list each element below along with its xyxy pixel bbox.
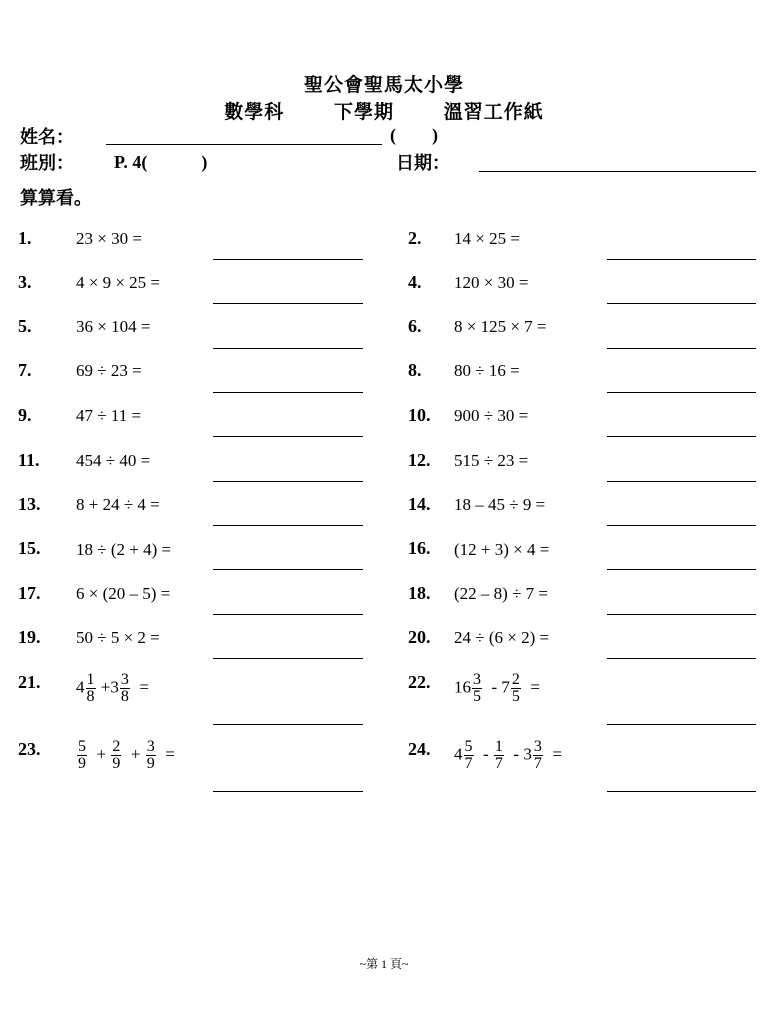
- answer-line[interactable]: [213, 569, 363, 570]
- answer-line[interactable]: [607, 724, 756, 725]
- term-label: 下學期: [333, 102, 394, 123]
- denominator: 9: [78, 755, 86, 772]
- question-number: 16.: [408, 538, 431, 558]
- question-expression: 50 ÷ 5 × 2 =: [76, 628, 160, 647]
- fraction: [464, 739, 474, 772]
- answer-line[interactable]: [213, 791, 363, 792]
- numerator: 5: [464, 738, 473, 755]
- answer-line[interactable]: [213, 658, 363, 659]
- answer-line[interactable]: [607, 614, 756, 615]
- whole-number: 16: [454, 677, 471, 697]
- question-number: 6.: [408, 316, 422, 336]
- operator: -: [491, 677, 498, 697]
- whole-number: 7: [501, 677, 510, 697]
- question-expression: 69 ÷ 23 =: [76, 361, 142, 380]
- answer-line[interactable]: [607, 525, 756, 526]
- question-expression: 23 × 30 =: [76, 229, 142, 248]
- question-number: 17.: [18, 583, 41, 603]
- fraction: [120, 672, 130, 705]
- question-number: 20.: [408, 627, 431, 647]
- date-label: 日期：: [396, 153, 450, 173]
- question-expression: (12 + 3) × 4 =: [454, 540, 550, 559]
- denominator: 7: [464, 755, 473, 772]
- answer-line[interactable]: [213, 303, 363, 304]
- fraction: [533, 739, 543, 772]
- question-number: 1.: [18, 228, 32, 248]
- class-field[interactable]: P. 4( ): [114, 152, 208, 172]
- question-expression: 8 × 125 × 7 =: [454, 317, 547, 336]
- question-number: 2.: [408, 228, 422, 248]
- question-expression: 6 × (20 – 5) =: [76, 584, 171, 603]
- question-expression: 80 ÷ 16 =: [454, 361, 520, 380]
- answer-line[interactable]: [213, 614, 363, 615]
- fraction-expression-23: [76, 739, 175, 772]
- numerator: 3: [120, 671, 129, 688]
- question-number: 9.: [18, 405, 32, 425]
- question-number: 24.: [408, 739, 431, 759]
- whole-number: 3: [110, 677, 119, 697]
- denominator: 9: [146, 755, 155, 772]
- fraction: [111, 739, 121, 772]
- fraction: [77, 739, 87, 772]
- equals-sign: =: [552, 744, 562, 764]
- denominator: 9: [112, 755, 121, 772]
- answer-line[interactable]: [607, 259, 756, 260]
- question-expression: 4 × 9 × 25 =: [76, 273, 161, 292]
- answer-line[interactable]: [213, 481, 363, 482]
- question-expression: 454 ÷ 40 =: [76, 451, 151, 470]
- question-number: 14.: [408, 494, 431, 514]
- question-number: 3.: [18, 272, 32, 292]
- question-number: 22.: [408, 672, 431, 692]
- question-expression: 36 × 104 =: [76, 317, 151, 336]
- answer-line[interactable]: [607, 569, 756, 570]
- numerator: 2: [511, 671, 520, 688]
- answer-line[interactable]: [607, 436, 756, 437]
- whole-number: 4: [454, 744, 463, 764]
- answer-line[interactable]: [607, 392, 756, 393]
- numerator: 3: [533, 738, 542, 755]
- question-expression: 120 × 30 =: [454, 273, 529, 292]
- question-expression: 24 ÷ (6 × 2) =: [454, 628, 550, 647]
- question-number: 11.: [18, 450, 40, 470]
- question-expression: 47 ÷ 11 =: [76, 406, 142, 425]
- question-number: 19.: [18, 627, 41, 647]
- fraction: [146, 739, 156, 772]
- question-number: 10.: [408, 405, 431, 425]
- name-field[interactable]: [106, 144, 382, 145]
- question-expression: 900 ÷ 30 =: [454, 406, 529, 425]
- fraction-expression-21: [76, 672, 149, 705]
- question-expression: 18 – 45 ÷ 9 =: [454, 495, 546, 514]
- question-number: 4.: [408, 272, 422, 292]
- operator: -: [513, 744, 520, 764]
- denominator: 8: [86, 688, 95, 705]
- question-number: 5.: [18, 316, 32, 336]
- question-expression: 515 ÷ 23 =: [454, 451, 529, 470]
- answer-line[interactable]: [213, 259, 363, 260]
- question-number: 7.: [18, 360, 32, 380]
- equals-sign: =: [139, 677, 149, 697]
- operator: +: [130, 744, 141, 764]
- name-label: 姓名：: [20, 127, 74, 147]
- class-number-field[interactable]: ( ): [390, 125, 438, 145]
- answer-line[interactable]: [607, 348, 756, 349]
- class-label: 班別：: [20, 153, 74, 173]
- question-number: 21.: [18, 672, 41, 692]
- answer-line[interactable]: [213, 525, 363, 526]
- question-number: 13.: [18, 494, 41, 514]
- fraction: [511, 672, 521, 705]
- question-expression: 18 ÷ (2 + 4) =: [76, 540, 172, 559]
- answer-line[interactable]: [607, 481, 756, 482]
- operator: -: [483, 744, 489, 764]
- fraction: [86, 672, 96, 705]
- answer-line[interactable]: [607, 303, 756, 304]
- whole-number: 3: [523, 744, 532, 764]
- question-number: 18.: [408, 583, 431, 603]
- operator: +: [100, 677, 111, 697]
- fraction-expression-22: [454, 672, 540, 705]
- sheet-label: 溫習工作紙: [443, 102, 544, 123]
- numerator: 5: [78, 738, 86, 755]
- answer-line[interactable]: [607, 791, 756, 792]
- numerator: 3: [146, 738, 155, 755]
- school-title: 聖公會聖馬太小學: [303, 75, 464, 96]
- question-expression: 14 × 25 =: [454, 229, 520, 248]
- question-number: 12.: [408, 450, 431, 470]
- instruction-text: 算算看。: [20, 188, 92, 208]
- denominator: 5: [473, 688, 481, 705]
- answer-line[interactable]: [607, 658, 756, 659]
- fraction-expression-24: [454, 739, 562, 772]
- equals-sign: =: [530, 677, 541, 697]
- answer-line[interactable]: [213, 724, 363, 725]
- fraction: [494, 739, 504, 772]
- answer-line[interactable]: [213, 392, 363, 393]
- subject-label: 數學科: [224, 102, 285, 123]
- denominator: 7: [533, 755, 542, 772]
- numerator: 2: [112, 738, 121, 755]
- date-field[interactable]: [479, 171, 756, 172]
- operator: +: [96, 744, 107, 764]
- equals-sign: =: [165, 744, 175, 764]
- denominator: 7: [494, 755, 503, 772]
- numerator: 3: [473, 671, 481, 688]
- question-number: 23.: [18, 739, 41, 759]
- answer-line[interactable]: [213, 348, 363, 349]
- question-number: 15.: [18, 538, 41, 558]
- numerator: 1: [86, 671, 95, 688]
- answer-line[interactable]: [213, 436, 363, 437]
- denominator: 5: [511, 688, 520, 705]
- denominator: 8: [120, 688, 129, 705]
- question-expression: 8 + 24 ÷ 4 =: [76, 495, 160, 514]
- question-expression: (22 – 8) ÷ 7 =: [454, 584, 548, 603]
- numerator: 1: [494, 738, 503, 755]
- page-number: ~第 1 頁~: [359, 957, 409, 971]
- question-number: 8.: [408, 360, 422, 380]
- fraction: [472, 672, 482, 705]
- sheet-subtitle: [0, 97, 768, 124]
- whole-number: 4: [76, 677, 85, 697]
